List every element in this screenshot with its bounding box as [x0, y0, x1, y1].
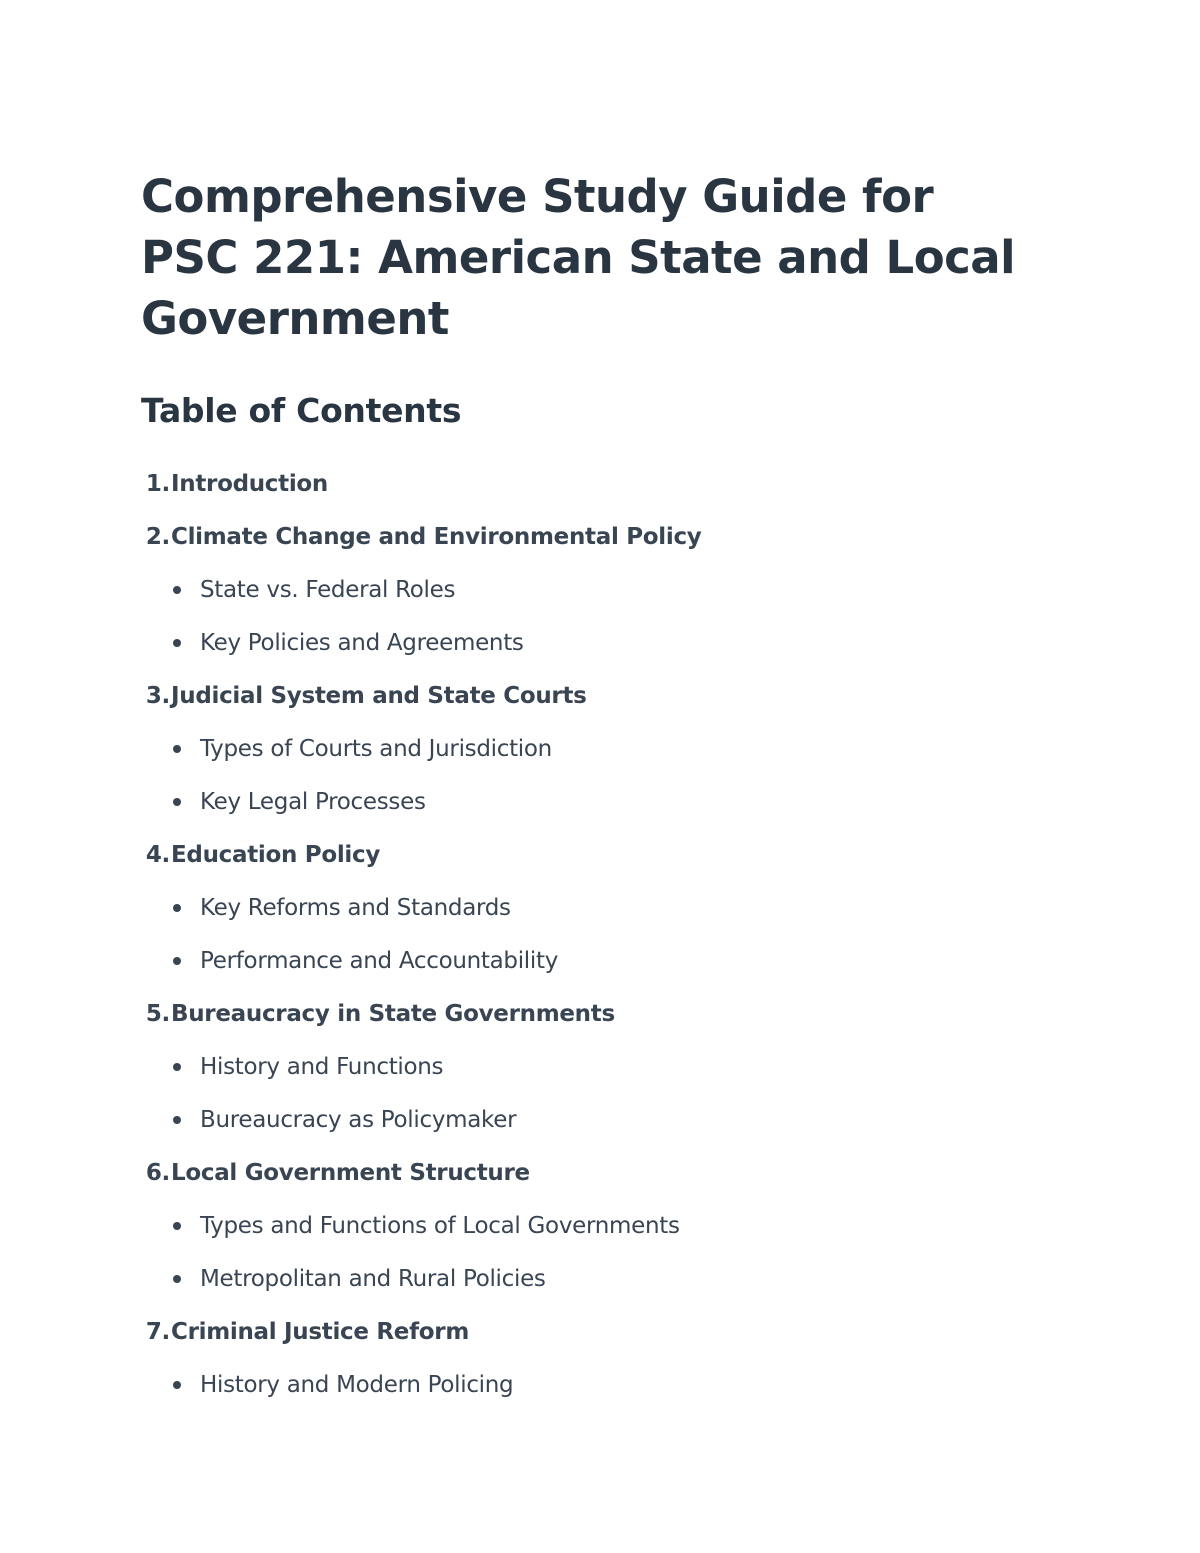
toc-section-row — [141, 1146, 1041, 1199]
bullet-icon — [173, 1063, 181, 1071]
toc-section — [141, 1305, 1041, 1411]
toc-subitem-label: History and Functions — [200, 1053, 444, 1080]
toc-subitem — [141, 616, 1041, 669]
toc-section-row — [141, 669, 1041, 722]
toc-subitem-label: State vs. Federal Roles — [200, 576, 456, 603]
toc-subitem — [141, 775, 1041, 828]
toc-subitem — [141, 563, 1041, 616]
toc-subitem-list — [141, 1199, 1041, 1305]
toc-section-title: Local Government Structure — [171, 1159, 530, 1186]
toc-subitem-label: Metropolitan and Rural Policies — [200, 1265, 546, 1292]
toc-subitem-list — [141, 1358, 1041, 1411]
toc-section-title: Education Policy — [171, 841, 381, 868]
toc-section-row — [141, 987, 1041, 1040]
bullet-icon — [173, 798, 181, 806]
toc-section-title: Introduction — [171, 470, 328, 497]
toc-subitem-list — [141, 881, 1041, 987]
bullet-icon — [173, 1381, 181, 1389]
toc-section-row — [141, 828, 1041, 881]
toc-subitem-label: Key Reforms and Standards — [200, 894, 511, 921]
toc-heading: Table of Contents — [141, 391, 462, 430]
bullet-icon — [173, 1275, 181, 1283]
toc-subitem — [141, 1199, 1041, 1252]
toc-section-number: 5. — [145, 1000, 170, 1027]
toc-section-row — [141, 1305, 1041, 1358]
toc-section-number: 1. — [145, 470, 170, 497]
toc-subitem — [141, 1093, 1041, 1146]
toc-subitem-list — [141, 563, 1041, 669]
toc-section — [141, 669, 1041, 828]
toc-subitem-label: Types and Functions of Local Governments — [200, 1212, 680, 1239]
toc-subitem — [141, 1040, 1041, 1093]
toc-subitem-label: History and Modern Policing — [200, 1371, 514, 1398]
toc-subitem — [141, 934, 1041, 987]
bullet-icon — [173, 586, 181, 594]
toc-subitem — [141, 1252, 1041, 1305]
toc-section-number: 2. — [145, 523, 170, 550]
toc-subitem — [141, 1358, 1041, 1411]
toc-section — [141, 1146, 1041, 1305]
toc-section — [141, 828, 1041, 987]
toc-section-title: Judicial System and State Courts — [171, 682, 587, 709]
table-of-contents — [141, 457, 1041, 1411]
toc-section-number: 3. — [145, 682, 170, 709]
toc-section — [141, 510, 1041, 669]
toc-subitem-label: Key Legal Processes — [200, 788, 426, 815]
toc-subitem-label: Types of Courts and Jurisdiction — [200, 735, 552, 762]
bullet-icon — [173, 957, 181, 965]
toc-section-title: Climate Change and Environmental Policy — [171, 523, 702, 550]
toc-section-row — [141, 457, 1041, 510]
bullet-icon — [173, 639, 181, 647]
document-title: Comprehensive Study Guide for PSC 221: American State and Local Government — [141, 170, 1016, 345]
toc-section — [141, 457, 1041, 510]
toc-section-title: Bureaucracy in State Governments — [171, 1000, 615, 1027]
toc-section-number: 6. — [145, 1159, 170, 1186]
toc-section-number: 4. — [145, 841, 170, 868]
bullet-icon — [173, 1222, 181, 1230]
toc-subitem — [141, 881, 1041, 934]
toc-subitem-label: Bureaucracy as Policymaker — [200, 1106, 517, 1133]
toc-section-row — [141, 510, 1041, 563]
bullet-icon — [173, 1116, 181, 1124]
toc-section — [141, 987, 1041, 1146]
bullet-icon — [173, 904, 181, 912]
toc-subitem-list — [141, 722, 1041, 828]
toc-subitem-list — [141, 1040, 1041, 1146]
toc-subitem-label: Key Policies and Agreements — [200, 629, 524, 656]
toc-section-title: Criminal Justice Reform — [171, 1318, 470, 1345]
toc-subitem — [141, 722, 1041, 775]
document-page — [141, 166, 1041, 1411]
bullet-icon — [173, 745, 181, 753]
toc-section-number: 7. — [145, 1318, 170, 1345]
toc-subitem-label: Performance and Accountability — [200, 947, 559, 974]
